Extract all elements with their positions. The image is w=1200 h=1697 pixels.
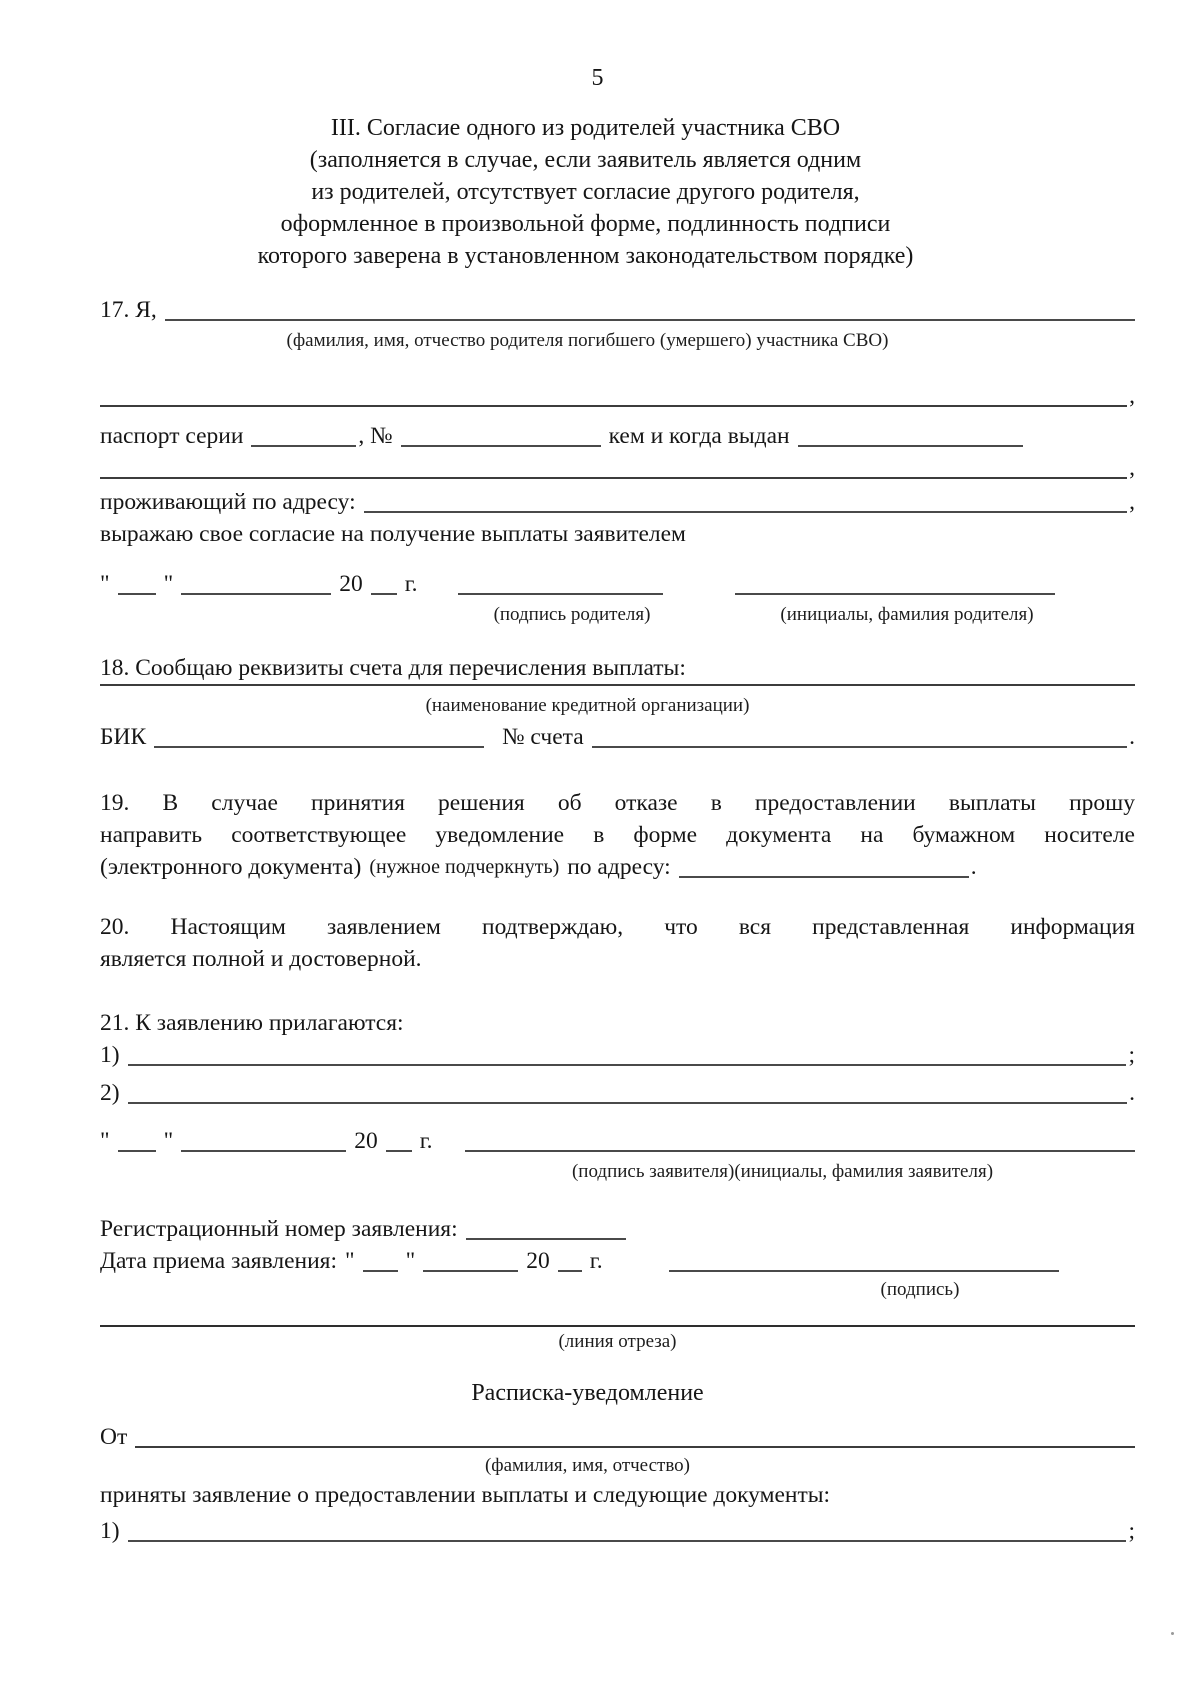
registration-number-row xyxy=(100,1213,1135,1245)
section3-title-line: которого заверена в установленном законодательством порядке) xyxy=(257,243,914,269)
official-signature-blank xyxy=(669,1270,1059,1272)
item20-line2: является полной и достоверной. xyxy=(100,946,422,972)
year-suffix: г. xyxy=(404,571,418,597)
address-label: проживающий по адресу: xyxy=(100,489,356,515)
year-prefix: 20 xyxy=(339,571,363,597)
year-suffix: г. xyxy=(419,1128,433,1154)
electronic-document-label: (электронного документа) xyxy=(100,854,362,880)
parent-signature-blank xyxy=(458,593,663,595)
cut-line-caption: (линия отреза) xyxy=(558,1331,677,1352)
item20-line1: 20. Настоящим заявлением подтверждаю, что вся представленная информация xyxy=(100,914,1135,940)
bank-name-blank xyxy=(100,684,1135,686)
semicolon: ; xyxy=(1128,1518,1135,1544)
month-blank xyxy=(181,593,331,595)
receipt-fio-caption: (фамилия, имя, отчество) xyxy=(484,1455,690,1476)
year-blank xyxy=(371,593,397,595)
bank-name-row xyxy=(100,684,1135,691)
official-signature-captions xyxy=(100,1277,1135,1303)
applicant-signature-captions xyxy=(100,1159,1135,1185)
close-quote: " xyxy=(405,1248,416,1274)
passport-no-label: , № xyxy=(358,423,393,449)
receipt-title: Расписка-уведомление xyxy=(471,1380,704,1406)
year-prefix: 20 xyxy=(354,1128,378,1154)
underline-note: (нужное подчеркнуть) xyxy=(369,856,560,878)
issued-continuation-blank xyxy=(100,477,1127,479)
bik-account-row xyxy=(100,721,1135,753)
official-signature-caption: (подпись) xyxy=(880,1279,960,1300)
item19-address-row xyxy=(100,851,1135,883)
day-blank xyxy=(118,593,156,595)
month-blank xyxy=(423,1270,518,1272)
acceptance-date-row xyxy=(100,1245,1135,1277)
issued-continuation-row xyxy=(100,452,1135,484)
receipt-document-1-label: 1) xyxy=(100,1518,120,1544)
fio-caption: (фамилия, имя, отчество родителя погибшего (умершего) участника СВО) xyxy=(286,330,889,351)
item19-line1: 19. В случае принятия решения об отказе в предоставлении выплаты прошу xyxy=(100,790,1135,816)
notify-address-label: по адресу: xyxy=(567,854,671,880)
parent-signature-captions xyxy=(100,602,1135,628)
parent-initials-caption: (инициалы, фамилия родителя) xyxy=(780,604,1034,625)
receipt-from-label: От xyxy=(100,1424,128,1450)
attachment-2-label: 2) xyxy=(100,1080,120,1106)
period: . xyxy=(1129,1080,1135,1106)
attachment-row-1 xyxy=(100,1039,1135,1071)
section3-title-line: оформленное в произвольной форме, подлинность подписи xyxy=(280,211,891,237)
item19-line2: направить соответствующее уведомление в форме документа на бумажном носителе xyxy=(100,822,1135,848)
applicant-signature-blank xyxy=(465,1150,1135,1152)
fio-row xyxy=(100,294,1135,326)
notify-address-blank xyxy=(679,876,969,878)
parent-date-signature-row xyxy=(100,568,1135,600)
trailing-comma: , xyxy=(1129,455,1135,481)
bank-name-caption: (наименование кредитной организации) xyxy=(425,695,750,716)
year-suffix: г. xyxy=(589,1248,603,1274)
registration-block xyxy=(100,1213,1135,1303)
acceptance-date-label: Дата приема заявления: xyxy=(100,1248,338,1274)
page-content xyxy=(0,62,1200,1547)
section3-title-line: (заполняется в случае, если заявитель является одним xyxy=(309,147,862,173)
fio-continuation-row xyxy=(100,380,1135,412)
receipt-block xyxy=(100,1377,1135,1547)
month-blank xyxy=(181,1150,346,1152)
fio-blank-line xyxy=(165,319,1135,321)
receipt-accepted-text: приняты заявление о предоставлении выплаты и следующие документы: xyxy=(100,1482,831,1508)
attachment-row-2 xyxy=(100,1077,1135,1109)
close-quote: " xyxy=(163,571,174,597)
trailing-comma: , xyxy=(1129,489,1135,515)
trailing-comma: , xyxy=(1129,383,1135,409)
receipt-from-row xyxy=(100,1421,1135,1453)
item-21 xyxy=(100,1007,1135,1185)
parent-initials-blank xyxy=(735,593,1055,595)
item-17 xyxy=(100,294,1135,628)
address-row xyxy=(100,486,1135,518)
receipt-fio-blank xyxy=(135,1446,1135,1448)
day-blank xyxy=(118,1150,156,1152)
attachment-2-blank xyxy=(128,1102,1128,1104)
passport-issued-blank xyxy=(798,445,1023,447)
receipt-document-1-blank xyxy=(128,1540,1127,1542)
scan-artifact xyxy=(1171,1632,1174,1635)
page-number: 5 xyxy=(591,65,604,91)
item-20 xyxy=(100,911,1135,975)
registration-number-label: Регистрационный номер заявления: xyxy=(100,1216,458,1242)
year-blank xyxy=(386,1150,412,1152)
bik-blank xyxy=(154,746,484,748)
year-prefix: 20 xyxy=(526,1248,550,1274)
item-18 xyxy=(100,652,1135,753)
attachment-1-blank xyxy=(128,1064,1127,1066)
open-quote: " xyxy=(100,571,110,597)
fio-continuation-blank xyxy=(100,405,1127,407)
period: . xyxy=(1129,724,1135,750)
section3-title-line: из родителей, отсутствует согласие другого родителя, xyxy=(311,179,860,205)
account-label: № счета xyxy=(502,724,584,750)
passport-row xyxy=(100,420,1135,452)
item21-lead: 21. К заявлению прилагаются: xyxy=(100,1010,404,1036)
applicant-date-signature-row xyxy=(100,1125,1135,1157)
year-blank xyxy=(558,1270,582,1272)
passport-series-label: паспорт серии xyxy=(100,423,244,449)
day-blank xyxy=(363,1270,398,1272)
cut-line xyxy=(100,1315,1135,1327)
close-quote: " xyxy=(163,1128,174,1154)
bik-label: БИК xyxy=(100,724,147,750)
registration-number-blank xyxy=(466,1238,626,1240)
parent-signature-caption: (подпись родителя) xyxy=(493,604,651,625)
passport-series-blank xyxy=(251,445,356,447)
applicant-signature-caption: (подпись заявителя)(инициалы, фамилия заявителя) xyxy=(571,1161,994,1182)
period: . xyxy=(970,854,977,880)
item18-lead: 18. Сообщаю реквизиты счета для перечисления выплаты: xyxy=(100,655,686,681)
section3-title-line: III. Согласие одного из родителей участника СВО xyxy=(330,115,841,141)
attachment-1-label: 1) xyxy=(100,1042,120,1068)
passport-issued-label: кем и когда выдан xyxy=(608,423,790,449)
open-quote: " xyxy=(345,1248,355,1274)
item-19 xyxy=(100,787,1135,883)
receipt-document-row-1 xyxy=(100,1515,1135,1547)
semicolon: ; xyxy=(1128,1042,1135,1068)
open-quote: " xyxy=(100,1128,110,1154)
item17-lead: 17. Я, xyxy=(100,297,157,323)
passport-number-blank xyxy=(401,445,601,447)
account-blank xyxy=(592,746,1127,748)
section3-title xyxy=(100,112,1135,272)
address-blank xyxy=(364,511,1127,513)
consent-text: выражаю свое согласие на получение выплаты заявителем xyxy=(100,521,686,547)
